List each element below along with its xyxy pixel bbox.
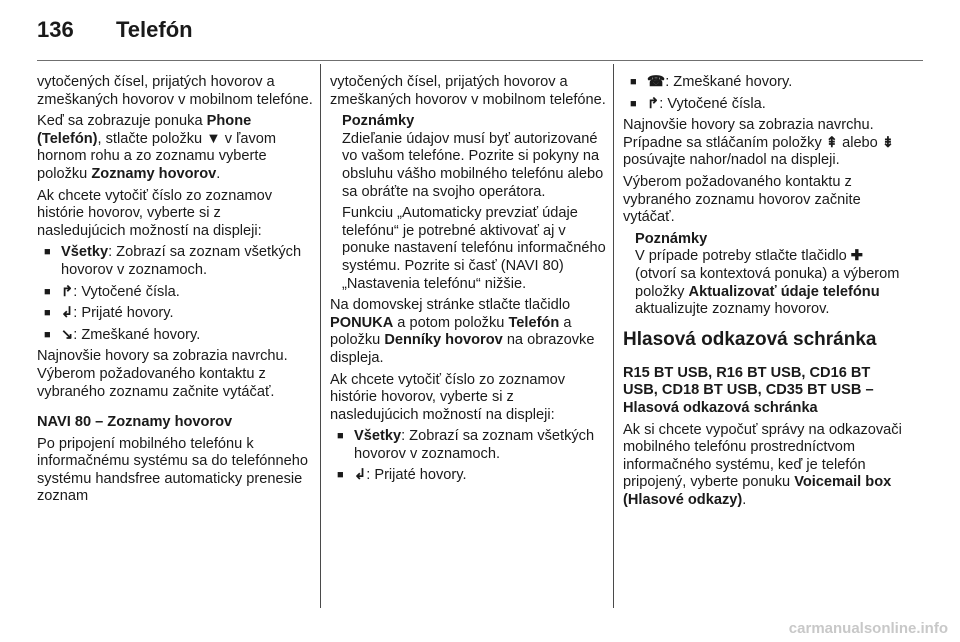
received-calls-icon: ↲ [354,467,367,484]
paragraph: vytočených čísel, prijatých hovorov a zmeškaných hovorov v mobilnom telefóne. [330,74,606,108]
list-item: ■ ↱: Vytočené čísla. [630,95,766,112]
bullet-icon: ■ [44,307,51,320]
bullet-icon: ■ [337,469,344,482]
list-item: ■ ↱: Vytočené čísla. [44,283,180,300]
bullet-icon: ■ [44,328,51,341]
paragraph: Keď sa zobrazuje ponuka Phone (Telefón), stlačte položku ▼ v ľavom hornom rohu a zo zoznamu vyberte položku Zoznamy hovorov. [37,113,277,182]
missed-calls-icon: ☎ [647,74,666,90]
section-subheading: NAVI 80 – Zoznamy hovorov [37,414,233,431]
column-middle [330,74,606,489]
menu-term: Phone (Telefón) [37,113,252,147]
bullet-icon: ■ [44,246,51,259]
paragraph: Ak chcete vytočiť číslo zo zoznamov histórie hovorov, vyberte si z nasledujúcich možností na displeji: [37,187,273,239]
note-title: Poznámky [342,113,415,130]
dialed-calls-icon: ↱ [647,95,660,112]
missed-calls-icon: ↘ [61,326,74,343]
list-item: ■ ☎: Zmeškané hovory. [630,74,793,90]
note-box [623,231,908,319]
paragraph: Po pripojení mobilného telefónu k informačnému systému sa do telefónneho systému handsfree automaticky prenesie zoznam [37,435,308,505]
page-header [0,0,960,62]
paragraph: Na domovskej stránke stlačte tlačidlo PONUKA a potom položku Telefón a položku Denníky hovorov na obrazovke displeja. [330,297,595,366]
paragraph: Najnovšie hovory sa zobrazia navrchu. Výberom požadovaného kontaktu z vybraného zoznamu začnite vytáčať. [37,348,288,400]
dialed-calls-icon: ↱ [61,283,74,300]
note-title: Poznámky [635,230,708,247]
paragraph: Ak si chcete vypočuť správy na odkazovači mobilného telefónu prostredníctvom informačného systému, keď je telefón pripojený, vyberte ponuku Voicemail box (Hlasové odkazy). [623,421,902,508]
column-divider-right [613,64,614,608]
bullet-icon: ■ [44,285,51,298]
section-heading: Hlasová odkazová schránka [623,328,877,350]
page-number: 136 [37,17,74,42]
scroll-up-icon: ⇞ [825,134,839,151]
paragraph: Najnovšie hovory sa zobrazia navrchu. Prípadne sa stláčaním položky ⇞ alebo ⇟ posúvajte nahor/nadol na displeji. [623,117,895,169]
page-title: Telefón [116,17,193,42]
paragraph: Ak chcete vytočiť číslo zo zoznamov histórie hovorov, vyberte si z nasledujúcich možností na displeji: [330,371,566,423]
note-text: Funkciu „Automaticky prevziať údaje telefónu“ je potrebné aktivovať aj v ponuke nastavení telefónu informačného systému. Pozrite si časť (NAVI 80) „Nastavenia telefónu“ nižšie. [342,205,606,292]
list-item: ■ Všetky: Zobrazí sa zoznam všetkých hovorov v zoznamoch. [44,244,302,278]
paragraph: vytočených čísel, prijatých hovorov a zmeškaných hovorov v mobilnom telefóne. [37,74,313,108]
paragraph: Výberom požadovaného kontaktu z vybraného zoznamu hovorov začnite vytáčať. [623,173,861,226]
scroll-down-icon: ⇟ [881,134,895,151]
note-text: Zdieľanie údajov musí byť autorizované vo vašom telefóne. Pozrite si pokyny na obsluhu vášho mobilného telefónu alebo sa obráťte na svojho operátora. [342,130,604,200]
bullet-icon: ■ [630,76,637,88]
plus-icon: ✚ [850,248,864,265]
list-item: ■ Všetky: Zobrazí sa zoznam všetkých hovorov v zoznamoch. [337,428,595,462]
column-right [623,74,908,513]
received-calls-icon: ↲ [61,305,74,322]
list-item: ■ ↘: Zmeškané hovory. [44,326,201,343]
list-item: ■ ↲: Prijaté hovory. [337,467,467,484]
column-divider-left [320,64,321,608]
section-subheading: R15 BT USB, R16 BT USB, CD16 BT USB, CD18 BT USB, CD35 BT USB – Hlasová odkazová schránka [623,364,874,416]
list-item: ■ ↲: Prijaté hovory. [44,305,174,322]
menu-term: Zoznamy hovorov [91,165,217,182]
header-rule [37,60,923,61]
bullet-icon: ■ [630,97,637,110]
column-left [37,74,313,510]
note-box [330,113,606,293]
watermark: carmanualsonline.info [788,620,948,637]
note-text: V prípade potreby stlačte tlačidlo ✚ (otvorí sa kontextová ponuka) a výberom položky Aktualizovať údaje telefónu aktualizujte zoznamy hovorov. [635,248,900,318]
bullet-icon: ■ [337,430,344,443]
